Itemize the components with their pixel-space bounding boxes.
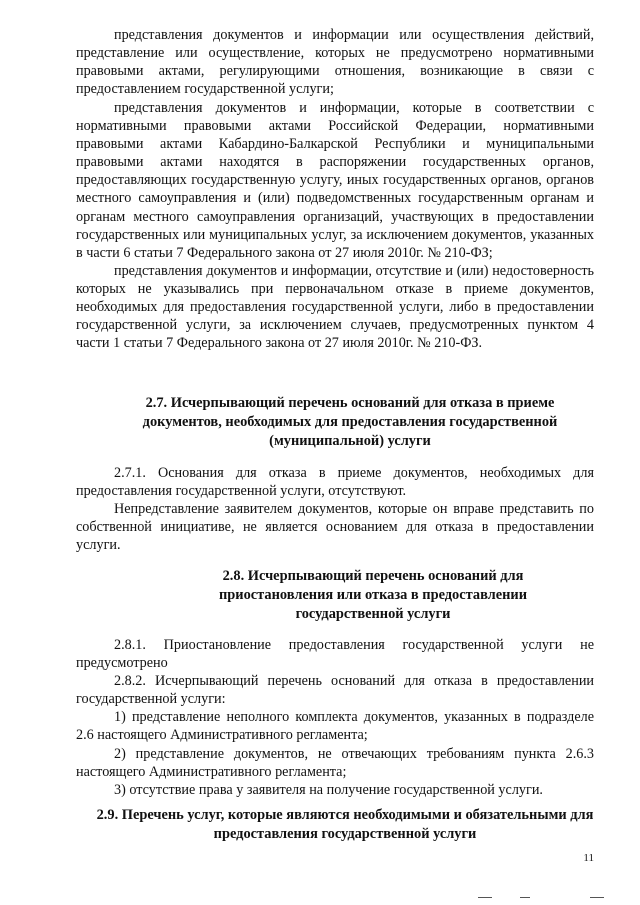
section-heading-2-7: 2.7. Исчерпывающий перечень оснований для отказа в приеме документов, необходимых для предоставления государственной (муниципальной) услуги (142, 395, 558, 449)
paragraph-text: Непредставление заявителем документов, которые он вправе представить по собственной инициативе, не является основанием для отказа в предоставлении услуги. (76, 501, 594, 554)
section-heading-2-9: 2.9. Перечень услуг, которые являются необходимыми и обязательными для предоставления государственной услуги (96, 807, 594, 842)
scan-artifact (520, 897, 530, 898)
paragraph-text: 2.8.1. Приостановление предоставления государственной услуги не предусмотрено (76, 637, 594, 672)
paragraph-2-8 (76, 636, 594, 799)
paragraph-text: 2.7.1. Основания для отказа в приеме документов, необходимых для предоставления государственной услуги, отсутствуют. (76, 465, 594, 500)
list-item: 3) отсутствие права у заявителя на получение государственной услуги. (114, 781, 543, 798)
scan-artifact (478, 897, 492, 898)
section-heading-2-8: 2.8. Исчерпывающий перечень оснований для приостановления или отказа в предоставлении государственной услуги (219, 568, 527, 622)
paragraph-top-2 (76, 99, 594, 262)
list-item: 1) представление неполного комплекта документов, указанных в подразделе 2.6 настоящего Административного регламента; (76, 709, 594, 744)
paragraph-text: представления документов и информации, которые в соответствии с нормативными правовыми актами Российской Федерации, нормативными правовыми актами Кабардино-Балкарской Республики и муниципальными правовыми актами находятся в распоряжении государственных органов, предоставляющих государственную услугу, иных государственных органов, органов местного самоуправления и (или) подведомственных государственным органам и органам местного самоуправления организаций, участвующих в предоставлении государственных или муниципальных услуг, за исключением документов, указанных в части 6 статьи 7 Федерального закона от 27 июля 2010г. № 210-ФЗ; (76, 100, 594, 261)
paragraph-text: представления документов и информации, отсутствие и (или) недостоверность которых не указывались при первоначальном отказе в приеме документов, необходимых для предоставления государственной услуги, либо в предоставлении государственной услуги, за исключением случаев, предусмотренных пунктом 4 части 1 статьи 7 Федерального закона от 27 июля 2010г. № 210-ФЗ. (76, 263, 594, 352)
paragraph-text: представления документов и информации или осуществления действий, представление или осуществление, которых не предусмотрено нормативными правовыми актами, регулирующими отношения, возникающие в связи с предоставлением государственной услуги; (76, 27, 594, 98)
paragraph-2-7-1 (76, 464, 594, 554)
paragraph-top-1 (76, 26, 594, 98)
list-item: 2) представление документов, не отвечающих требованиям пункта 2.6.3 настоящего Административного регламента; (76, 745, 594, 780)
paragraph-text: 2.8.2. Исчерпывающий перечень оснований для отказа в предоставлении государственной услуги: (76, 673, 594, 708)
scan-artifact (590, 897, 604, 898)
paragraph-top-3 (76, 262, 594, 352)
page-number: 11 (583, 852, 594, 864)
